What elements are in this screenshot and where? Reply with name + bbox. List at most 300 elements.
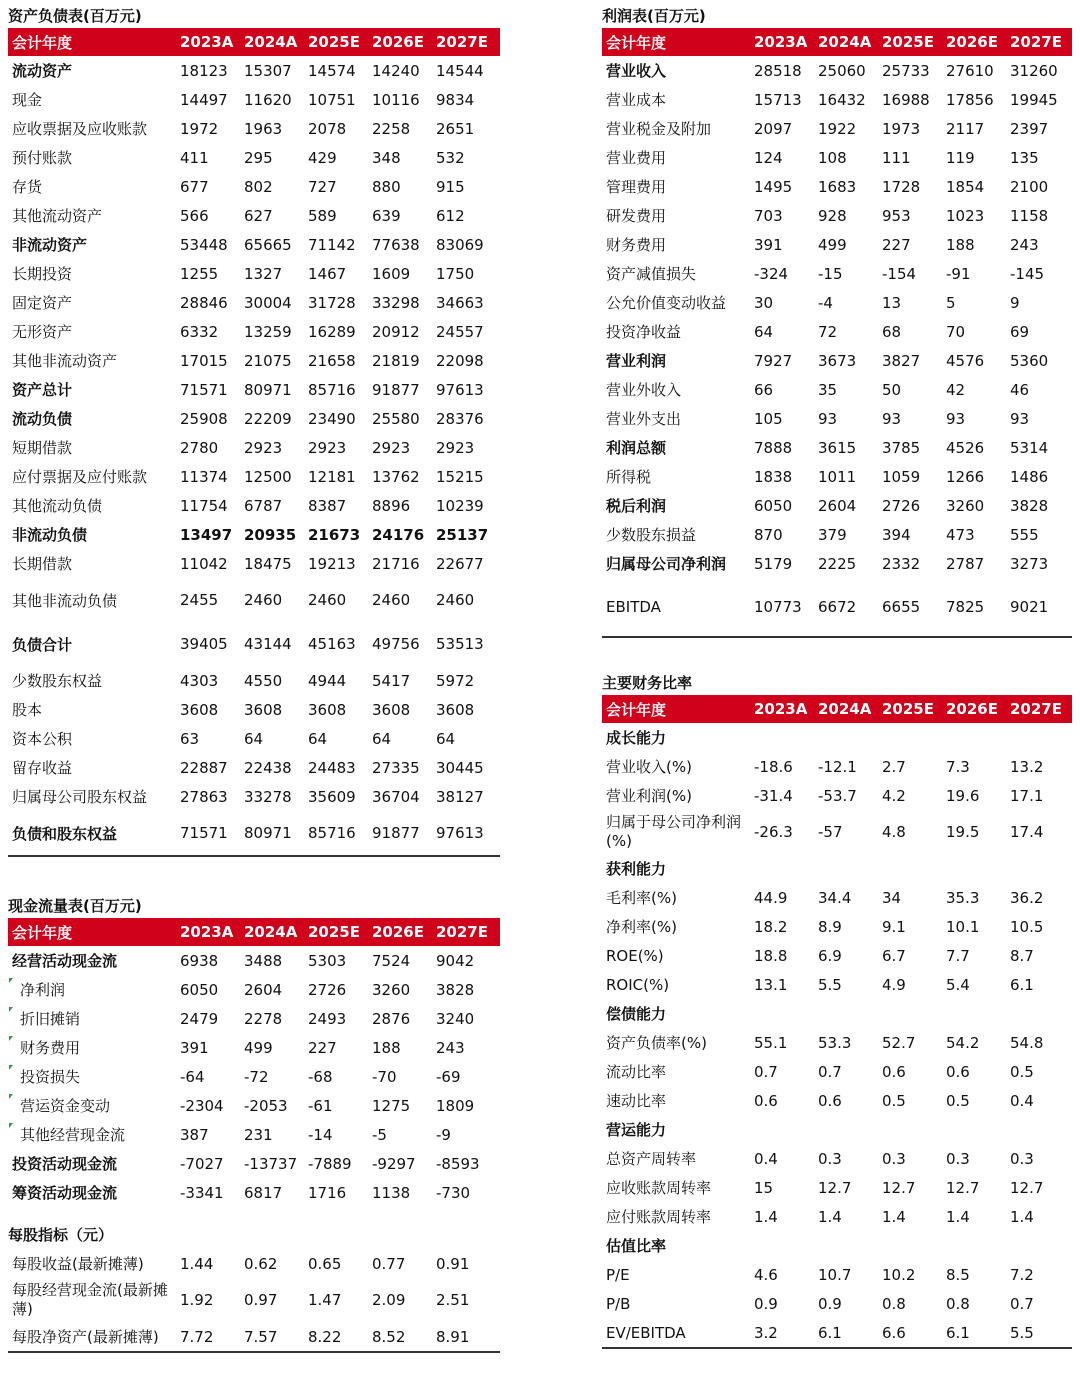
cell-value: 1716 [308,1183,347,1202]
cell-value: 34663 [436,293,484,312]
table-row [602,1260,1072,1289]
header-year: 2027E [1006,28,1072,56]
cell-value [750,999,814,1028]
row-label: 固定资产 [12,294,73,312]
row-label: 每股净资产(最新摊薄) [12,1328,159,1346]
row-label: 营业费用 [606,149,667,167]
cell-value: -61 [308,1096,333,1115]
cell-value [878,854,942,883]
header-year: 2024A [814,695,878,723]
ratios-panel [602,671,1072,1349]
cell-value: 0.6 [754,1091,778,1110]
header-label: 会计年度 [602,695,750,723]
cell-value: 45163 [308,635,356,653]
cell-value: 3673 [818,351,857,370]
cell-value: 4.9 [882,975,906,994]
cell-value: 21658 [308,351,356,370]
row-label: 归属于母公司净利润(%) [606,813,742,850]
cell-value: 8896 [372,496,411,515]
cell-value: 677 [180,177,209,196]
row-label: 投资活动现金流 [12,1155,118,1173]
cell-value: 379 [818,525,847,544]
cell-value: 9021 [1010,598,1049,616]
cell-value: 22438 [244,758,292,777]
cell-value: 1158 [1010,206,1049,225]
row-label: 非流动资产 [12,236,88,254]
table-row [8,433,500,462]
cash-flow-title: 现金流量表(百万元) [8,897,142,915]
header-row [602,28,1072,56]
table-row [8,695,500,724]
cell-value: 348 [372,148,401,167]
cell-value [814,1115,878,1144]
cell-value: 8.9 [818,917,842,936]
table-row [602,404,1072,433]
cell-value: 70 [946,322,966,341]
table-row [602,970,1072,999]
cell-value: 14544 [436,61,484,80]
cell-value: 22677 [436,554,484,573]
cell-value: 0.65 [308,1254,342,1273]
cell-value: 68 [882,322,902,341]
cell-value: 22098 [436,351,484,370]
header-label: 会计年度 [602,28,750,56]
row-label: 营业税金及附加 [606,120,712,138]
header-year: 2025E [304,28,368,56]
row-label: 研发费用 [606,207,667,225]
table-row [602,912,1072,941]
cell-value: 23490 [308,409,356,428]
cell-value: 3608 [244,700,283,719]
cell-value: 27610 [946,61,994,80]
header-row [602,695,1072,723]
cell-value: 9042 [436,951,475,970]
row-label: 资产负债率(%) [606,1034,707,1052]
cell-value: 2460 [436,591,475,609]
header-year: 2023A [176,918,240,946]
table-row [602,578,1072,637]
cell-value: 5.4 [946,975,970,994]
table-row [602,317,1072,346]
row-label: 股本 [12,701,43,719]
cell-value: 20912 [372,322,420,341]
cell-value: 10.2 [882,1265,916,1284]
cell-value: 8.91 [436,1327,470,1346]
table-row [602,941,1072,970]
cell-value: 63 [180,729,200,748]
header-year: 2025E [878,28,942,56]
table-row [8,317,500,346]
cell-value: 2651 [436,119,475,138]
cell-value: 15713 [754,90,802,109]
cell-value: 10116 [372,90,420,109]
row-label: 少数股东损益 [606,526,697,544]
cell-value: 1973 [882,119,921,138]
cell-value: 5 [946,293,956,312]
cell-value [750,1231,814,1260]
row-label: 其他流动负债 [12,497,103,515]
cell-value: 52.7 [882,1033,916,1052]
table-row [602,549,1072,578]
cell-value: 6.1 [1010,975,1034,994]
cell-value: 30445 [436,758,484,777]
row-label: 筹资活动现金流 [12,1184,118,1202]
row-label: 财务费用 [606,236,667,254]
cell-value: 2460 [244,591,283,609]
cell-value: 1.4 [754,1207,778,1226]
cell-value: 1.4 [1010,1207,1034,1226]
cell-value: 7.3 [946,757,970,776]
cell-value: 85716 [308,380,356,399]
header-year: 2024A [814,28,878,56]
cell-value: 227 [308,1038,337,1057]
cell-value: 16289 [308,322,356,341]
per-share-table [8,1249,500,1353]
cell-value: 6.1 [818,1323,842,1342]
cell-value: 36704 [372,787,420,806]
cell-value: 4576 [946,351,985,370]
row-label: 短期借款 [12,439,73,457]
cell-value: 71571 [180,824,228,842]
cell-value: 915 [436,177,465,196]
cell-value: 870 [754,525,783,544]
cell-value: 50 [882,380,902,399]
cell-value: -64 [180,1067,205,1086]
cell-value: -91 [946,264,971,283]
cell-value [878,723,942,752]
row-label: 折旧摊销 [8,1004,176,1033]
cell-value: 10751 [308,90,356,109]
cell-value: 91877 [372,380,420,399]
cell-value: 2479 [180,1009,219,1028]
cell-value: 34.4 [818,888,852,907]
cell-value: 19.5 [946,823,980,841]
cell-value [942,1231,1006,1260]
cell-value: 2876 [372,1009,411,1028]
cell-value: 9.1 [882,917,906,936]
cell-value: 13.2 [1010,757,1044,776]
table-row [8,288,500,317]
table-row [8,56,500,85]
cell-value: 85716 [308,824,356,842]
cell-value: 5179 [754,554,793,573]
table-row [602,1231,1072,1260]
row-label: 每股收益(最新摊薄) [12,1255,144,1273]
table-row [602,854,1072,883]
cell-value: 17015 [180,351,228,370]
cell-value: 16432 [818,90,866,109]
table-row [8,578,500,622]
cell-value: 3260 [946,496,985,515]
ratios-table [602,695,1072,1349]
cell-value: 2923 [436,438,475,457]
cell-value: 31728 [308,293,356,312]
table-row [602,520,1072,549]
cell-value: 64 [372,729,392,748]
cell-value: 1.4 [882,1207,906,1226]
cell-value: 227 [882,235,911,254]
cell-value: 21673 [308,525,361,544]
cell-value: 295 [244,148,273,167]
cell-value: 111 [882,148,911,167]
cell-value: 28846 [180,293,228,312]
cell-value: 30004 [244,293,292,312]
cell-value: 1.47 [308,1291,342,1309]
cell-value: 12500 [244,467,292,486]
cell-value: 7927 [754,351,793,370]
cell-value: 0.97 [244,1291,278,1309]
row-label: 无形资产 [12,323,73,341]
cell-value: 0.3 [946,1149,970,1168]
cell-value: 1609 [372,264,411,283]
table-row [602,259,1072,288]
cell-value: 1275 [372,1096,411,1115]
cell-value: 15 [754,1178,774,1197]
cell-value: 83069 [436,235,484,254]
table-row [8,520,500,549]
cell-value: 2604 [818,496,857,515]
cell-value: 703 [754,206,783,225]
cell-value: 1011 [818,467,857,486]
cell-value: 22887 [180,758,228,777]
row-label: 现金 [12,91,43,109]
cell-value: 35.3 [946,888,980,907]
cell-value: -18.6 [754,757,793,776]
cell-value: 27335 [372,758,420,777]
cell-value: 3.2 [754,1323,778,1342]
row-label: 财务费用 [8,1033,176,1062]
cell-value: 5972 [436,671,475,690]
cell-value: 6938 [180,951,219,970]
cell-value: 8.7 [1010,946,1034,965]
cell-value: 2460 [308,591,347,609]
cell-value: 12.7 [1010,1178,1044,1197]
table-row [602,1028,1072,1057]
cell-value [1006,1231,1072,1260]
cell-value: 5.5 [818,975,842,994]
cell-value: 6817 [244,1183,283,1202]
cell-value: 627 [244,206,273,225]
table-row [602,1173,1072,1202]
table-row [602,1086,1072,1115]
cell-value: 1.4 [818,1207,842,1226]
cell-value: 7.72 [180,1327,214,1346]
row-label: 资本公积 [12,730,73,748]
row-label: 其他非流动负债 [12,591,118,610]
cell-value: 24176 [372,525,425,544]
header-year: 2026E [368,918,432,946]
cell-value: 43144 [244,635,292,653]
cell-value: 4526 [946,438,985,457]
cell-value: 19.6 [946,786,980,805]
cell-value: 1683 [818,177,857,196]
cell-value [942,1115,1006,1144]
cell-value: 0.3 [818,1149,842,1168]
row-label: 其他经营现金流 [8,1120,176,1149]
cell-value: -730 [436,1183,471,1202]
cell-value: 6787 [244,496,283,515]
row-label: 流动负债 [12,410,73,428]
cell-value: 24557 [436,322,484,341]
cell-value: 21716 [372,554,420,573]
cell-value: 2455 [180,591,219,609]
table-row [602,288,1072,317]
table-row [602,1202,1072,1231]
cell-value: 4.8 [882,823,906,841]
cell-value: 28376 [436,409,484,428]
table-row [602,1289,1072,1318]
table-row [602,56,1072,85]
row-label: 利润总额 [606,439,667,457]
cell-value: 0.6 [946,1062,970,1081]
row-label: 营运资金变动 [8,1091,176,1120]
cell-value: 7.7 [946,946,970,965]
cell-value [814,999,878,1028]
cash-flow-panel [8,894,500,1353]
table-row [8,666,500,695]
cell-value: -13737 [244,1154,298,1173]
row-label: P/B [606,1294,631,1313]
cell-value: 4944 [308,671,347,690]
row-label: 营业外支出 [606,410,682,428]
header-year: 2024A [240,28,304,56]
cell-value: 34 [882,888,902,907]
cell-value: 36.2 [1010,888,1044,907]
cell-value [814,1231,878,1260]
cell-value: -70 [372,1067,397,1086]
cell-value: 6050 [180,980,219,999]
cell-value: 3488 [244,951,283,970]
cell-value: 5.5 [1010,1323,1034,1342]
row-label: 留存收益 [12,759,73,777]
row-label: 营业收入 [606,62,667,80]
table-row [602,1144,1072,1173]
cell-value [750,723,814,752]
cell-value: -4 [818,293,833,312]
row-label: 非流动负债 [12,526,88,544]
cell-value: 20935 [244,525,297,544]
cell-value: 1728 [882,177,921,196]
cell-value: 18123 [180,61,228,80]
row-label: 应收票据及应收账款 [12,120,148,138]
cell-value: 0.9 [818,1294,842,1313]
cell-value: 2278 [244,1009,283,1028]
cell-value: 71571 [180,380,228,399]
cell-value: 7888 [754,438,793,457]
row-label: 负债和股东权益 [12,824,118,843]
cell-value: 33298 [372,293,420,312]
cell-value: 7.2 [1010,1265,1034,1284]
cell-value [750,854,814,883]
cell-value: 1809 [436,1096,475,1115]
cell-value: 1750 [436,264,475,283]
cell-value: 0.9 [754,1294,778,1313]
row-label: 所得税 [606,468,652,486]
table-row [8,259,500,288]
cell-value: 49756 [372,635,420,653]
cell-value: 0.7 [818,1062,842,1081]
cell-value [942,999,1006,1028]
cell-value: 18.8 [754,946,788,965]
row-label: ROE(%) [606,946,664,965]
row-label: 资产总计 [12,381,73,399]
cell-value: 4303 [180,671,219,690]
cell-value: 18475 [244,554,292,573]
cell-value: 2397 [1010,119,1049,138]
cell-value: 928 [818,206,847,225]
cell-value: 14574 [308,61,356,80]
cell-value: 8.5 [946,1265,970,1284]
cell-value: 12181 [308,467,356,486]
cell-value: 91877 [372,824,420,842]
table-row [8,1149,500,1178]
cell-value: 3273 [1010,554,1049,573]
cell-value: 10.7 [818,1265,852,1284]
cell-value: 7825 [946,598,985,616]
table-row [8,1249,500,1278]
cell-value: 2787 [946,554,985,573]
cell-value: 44.9 [754,888,788,907]
cell-value: 3608 [436,700,475,719]
balance-sheet-table [8,28,500,857]
cell-value: -145 [1010,264,1045,283]
table-row [8,1120,500,1149]
cell-value: 12.7 [818,1178,852,1197]
cell-value: 2923 [244,438,283,457]
cell-value: 97613 [436,824,484,842]
row-label: P/E [606,1265,630,1284]
cell-value: 1486 [1010,467,1049,486]
row-label: 税后利润 [606,497,667,515]
cell-value: 9 [1010,293,1020,312]
cell-value: 2258 [372,119,411,138]
cell-value: 1854 [946,177,985,196]
table-row [602,999,1072,1028]
cell-value: 30 [754,293,774,312]
cell-value: 93 [946,409,966,428]
row-label: 成长能力 [606,729,667,747]
cell-value: 10773 [754,598,802,616]
table-row [602,462,1072,491]
cell-value [1006,1115,1072,1144]
cell-value: 28518 [754,61,802,80]
cell-value: 0.5 [1010,1062,1034,1081]
ratios-title: 主要财务比率 [602,674,693,692]
table-row [8,172,500,201]
cell-value: 105 [754,409,783,428]
income-statement-panel [602,4,1072,638]
header-row [8,28,500,56]
table-row [8,946,500,975]
cell-value: 0.8 [946,1294,970,1313]
table-row [8,462,500,491]
cell-value: 35 [818,380,838,399]
table-row [602,230,1072,259]
cell-value: 1.4 [946,1207,970,1226]
table-row [8,143,500,172]
cell-value: 2100 [1010,177,1049,196]
table-row [602,433,1072,462]
cell-value: 72 [818,322,838,341]
cell-value: 5303 [308,951,347,970]
header-year: 2026E [368,28,432,56]
header-year: 2027E [432,28,500,56]
cell-value: 499 [244,1038,273,1057]
cell-value: 80971 [244,380,292,399]
header-year: 2024A [240,918,304,946]
header-label: 会计年度 [8,28,176,56]
table-row [8,1278,500,1322]
